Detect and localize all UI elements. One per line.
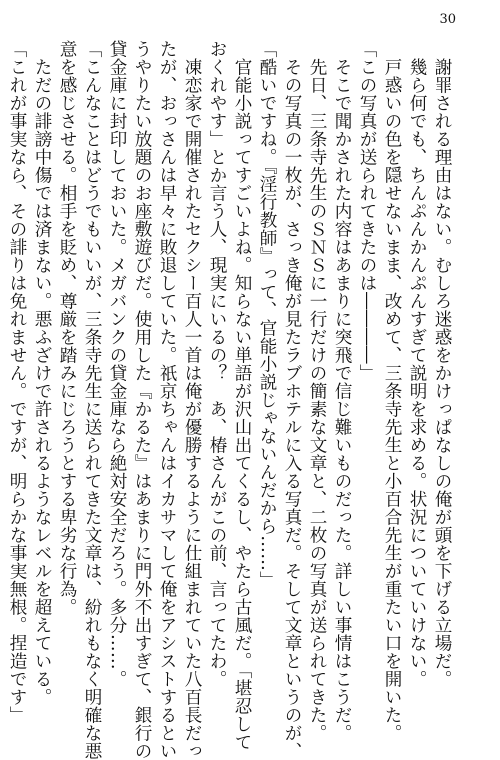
text-line: ただの誹謗中傷では済まない。悪ふざけで許されるようなレベルを超えている。: [32, 40, 52, 706]
text-line: 「こんなことはどうでもいいが、三条寺先生に送られてきた文章は、紛れもなく明確な悪: [82, 40, 102, 760]
text-line: うやりたい放題のお座敷遊びだ。使用した『かるた』はあまりに門外不出すぎて、銀行の: [132, 40, 152, 760]
text-line: 戸惑いの色を隠せないまま、改めて、三条寺先生と小百合先生が重たい口を開いた。: [382, 40, 402, 742]
body-text: [7, 40, 454, 760]
text-line: 先日、三条寺先生のＳＮＳに一行だけの簡素な文章と、二枚の写真が送られてきた。: [307, 40, 327, 742]
page-number: 30: [439, 12, 456, 27]
text-line: 謝罪される理由はない。むしろ迷惑をかけっぱなしの俺が頭を下げる立場だ。: [432, 40, 452, 688]
text-line: 「この写真が送られてきたのは――――」: [357, 40, 377, 382]
text-line: たが、おっさんは早々に敗退していた。祇京ちゃんはイカサマして俺をアシストするとい: [157, 40, 177, 760]
text-line: 凍恋家で開催されたセクシー百人一首は俺が優勝するように仕組まれていた八百長だっ: [182, 40, 202, 760]
text-line: 意を感じさせる。相手を貶め、尊厳を踏みにじろうとする卑劣な行為。: [57, 40, 77, 616]
text-line: 貸金庫に封印しておいた。メガバンクの貸金庫なら絶対安全だろう。多分……。: [107, 40, 127, 688]
text-line: 幾ら何でも、ちんぷんかんぷんすぎて説明を求める。状況についていけない。: [407, 40, 427, 688]
text-line: その写真の一枚が、さっき俺が見たラブホテルに入る写真だ。そして文章というのが、: [282, 40, 302, 760]
text-line: そこで聞かされた内容はあまりに突飛で信じ難いものだった。詳しい事情はこうだ。: [332, 40, 352, 742]
text-line: 「これが事実なら、その誹りは免れません。ですが、明らかな事実無根。捏造です」: [7, 40, 27, 724]
text-line: おくれやす」とか言う人、現実にいるの？ あ、椿さんがこの前、言ってたわ。: [207, 40, 227, 688]
text-line: 官能小説ってすごいよね。知らない単語が沢山出てくるし、やたら古風だ。「堪忍して: [232, 40, 252, 752]
text-line: 「酷いですね。『淫行教師』って、官能小説じゃないんだから……」: [257, 40, 277, 590]
